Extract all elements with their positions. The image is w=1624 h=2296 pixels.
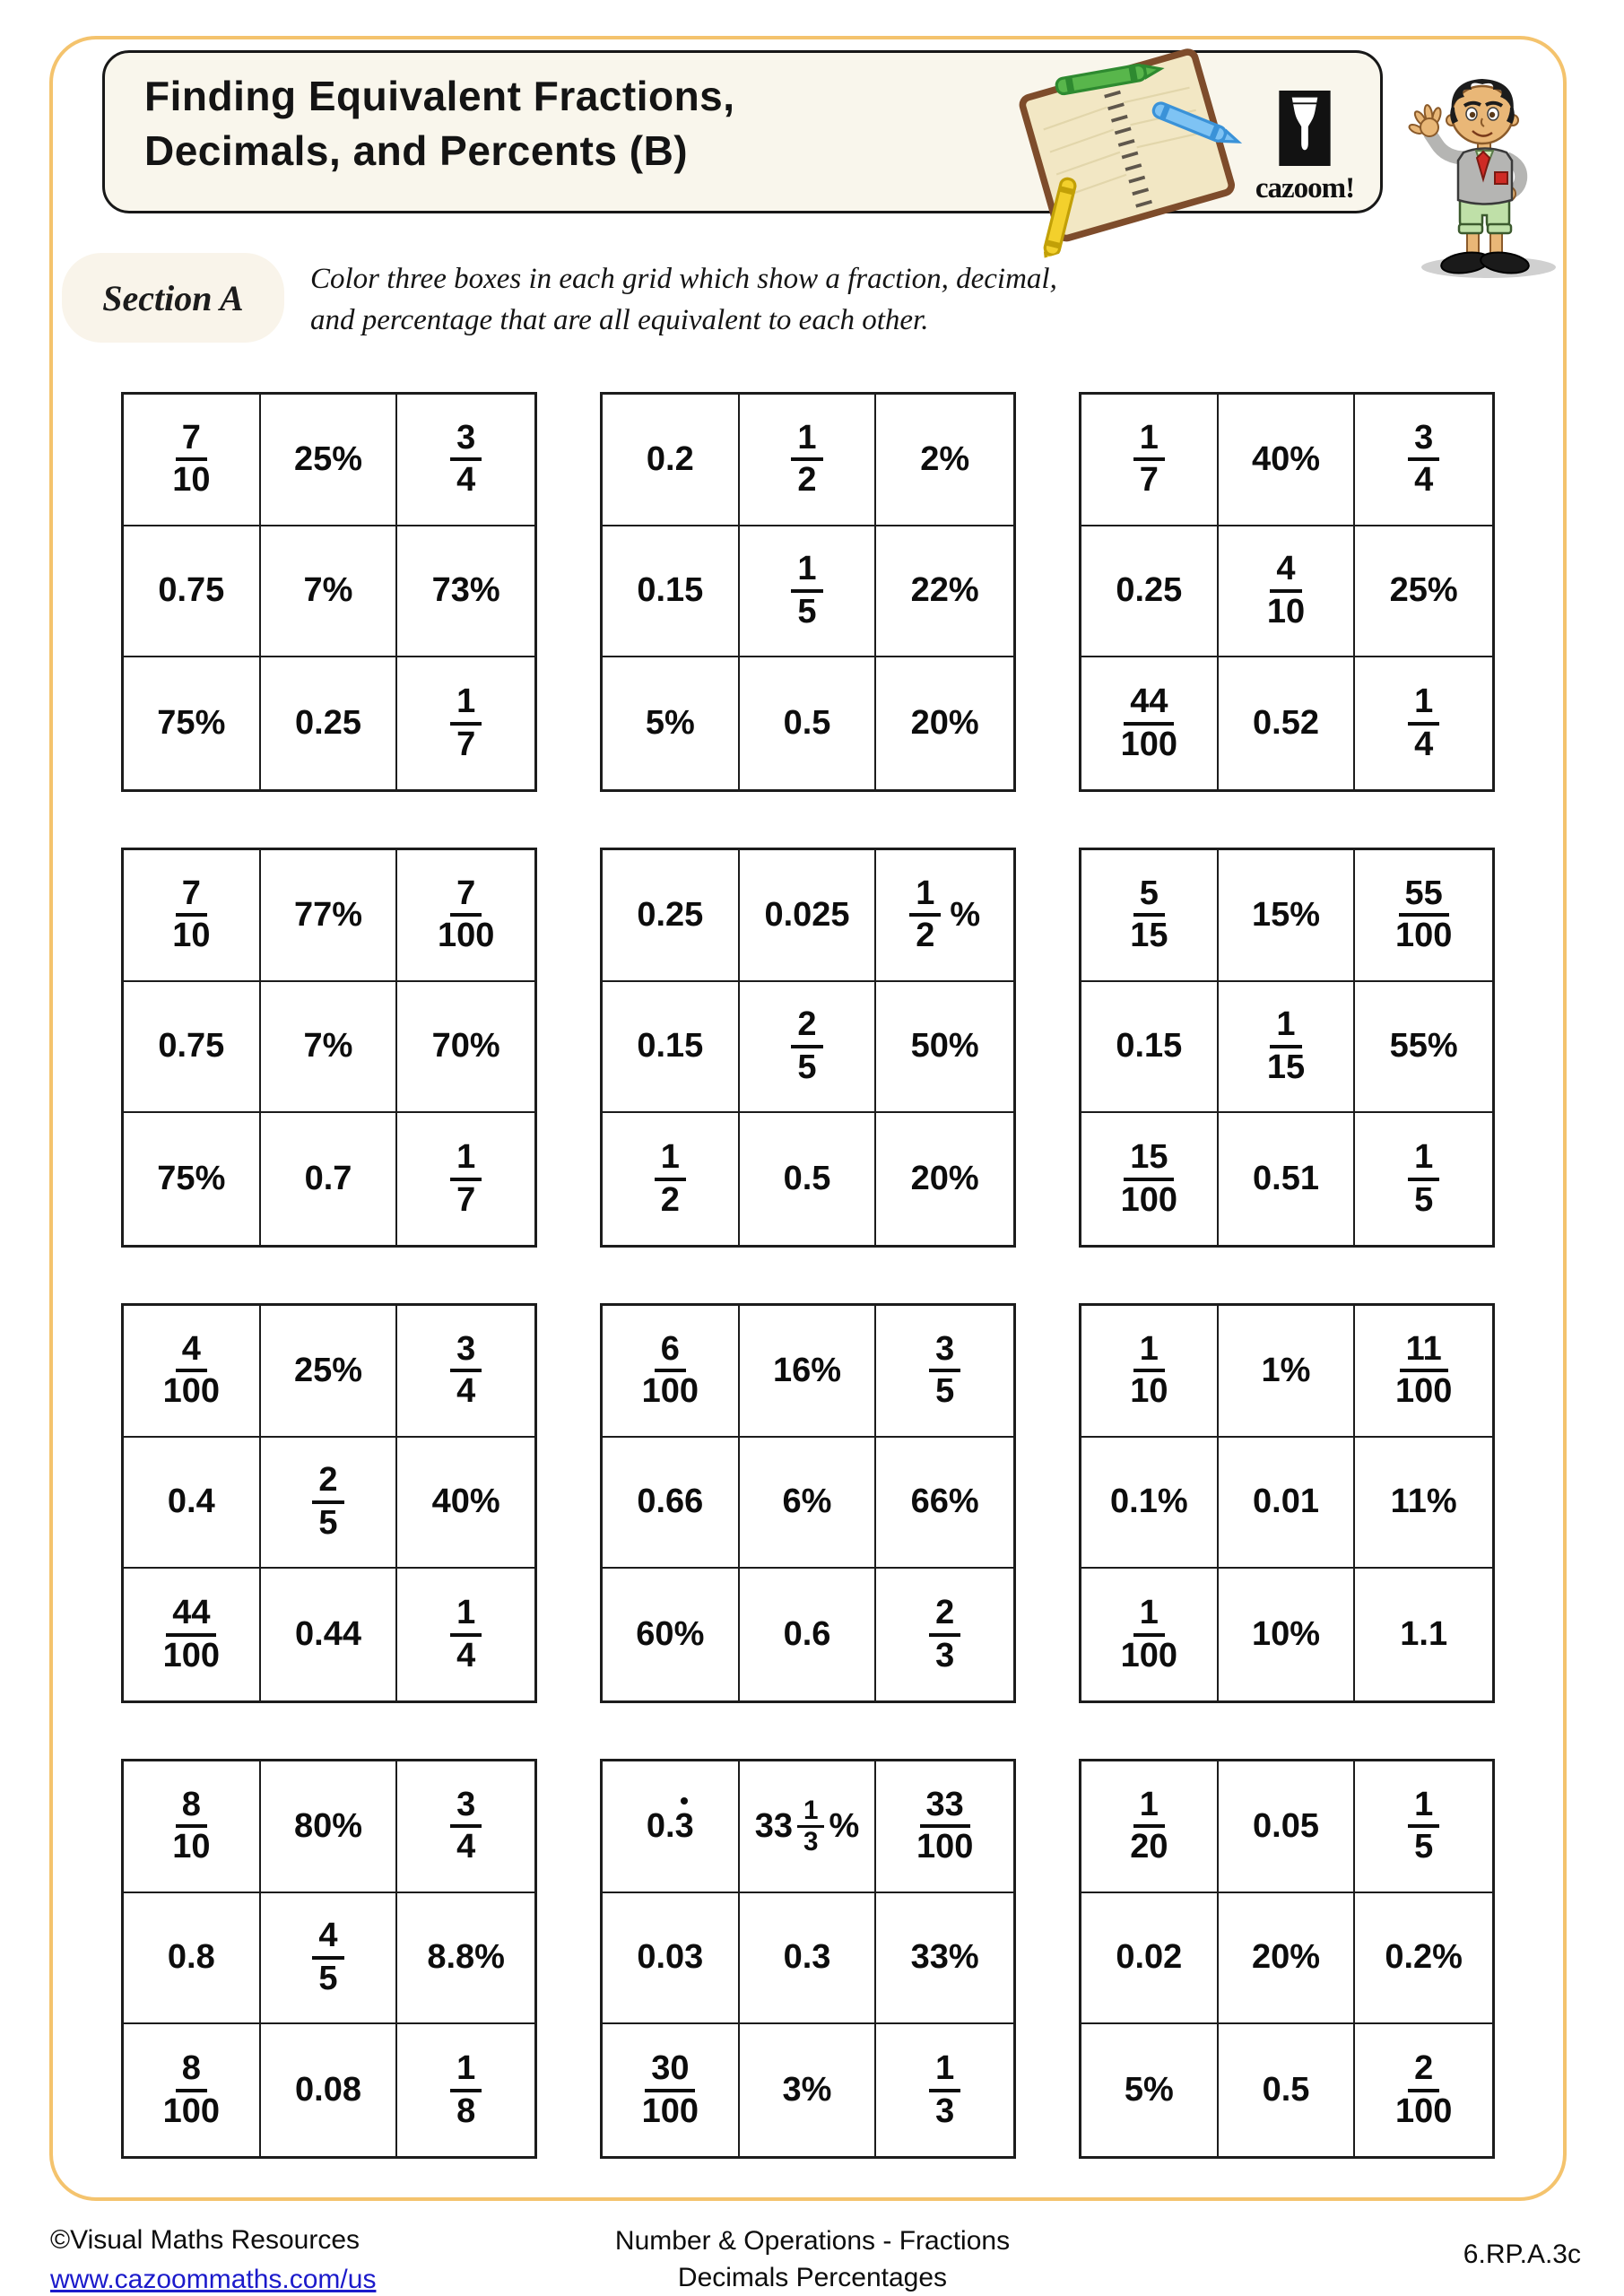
- fraction-value: $\frac{44}{100}$: [1120, 682, 1178, 763]
- cell-value: 20%: [910, 1160, 979, 1198]
- equivalence-grid-5: [600, 848, 1016, 1248]
- cell-value: 60%: [636, 1615, 705, 1654]
- grid-7-cell-r3c2[interactable]: [261, 1569, 398, 1700]
- cell-value: 25%: [293, 439, 363, 478]
- cell-value: 0.15: [637, 571, 704, 610]
- cell-value: 0.66: [637, 1483, 704, 1521]
- grid-5-cell-r1c3[interactable]: [876, 850, 1013, 982]
- cell-value: 8.8%: [427, 1938, 505, 1977]
- grid-3-cell-r2c1[interactable]: [1081, 526, 1219, 658]
- grid-12-cell-r2c1[interactable]: [1081, 1893, 1219, 2025]
- grid-6-cell-r2c3[interactable]: [1355, 982, 1492, 1114]
- fraction-value: $\frac{8}{100}$: [162, 2048, 221, 2130]
- grid-11-cell-r2c3[interactable]: [876, 1893, 1013, 2025]
- grid-1-cell-r3c3[interactable]: [397, 657, 534, 789]
- cell-value: 77%: [293, 895, 363, 934]
- grid-9-cell-r1c1[interactable]: [1081, 1306, 1219, 1438]
- grid-3-cell-r1c2[interactable]: [1219, 395, 1356, 526]
- fraction-value: $\frac{1}{100}$: [1120, 1593, 1178, 1674]
- cell-value: 16%: [772, 1351, 842, 1389]
- fraction-value: $\frac{4}{10}$: [1266, 550, 1306, 631]
- grid-3-cell-r2c2[interactable]: [1219, 526, 1356, 658]
- cell-value: 1%: [1261, 1351, 1311, 1389]
- grid-5-cell-r2c2[interactable]: [740, 982, 877, 1114]
- equivalence-grid-6: [1079, 848, 1495, 1248]
- cell-value: 0.75: [158, 571, 225, 610]
- grid-2-cell-r1c3[interactable]: [876, 395, 1013, 526]
- grid-2-cell-r3c3[interactable]: [876, 657, 1013, 789]
- grid-4-cell-r3c2[interactable]: [261, 1113, 398, 1245]
- equivalence-grid-8: [600, 1303, 1016, 1703]
- grid-8-cell-r1c1[interactable]: [603, 1306, 740, 1438]
- grid-3-cell-r1c3[interactable]: [1355, 395, 1492, 526]
- grid-1-cell-r1c2[interactable]: [261, 395, 398, 526]
- cell-value: 33%: [910, 1938, 979, 1977]
- grid-5-cell-r3c3[interactable]: [876, 1113, 1013, 1245]
- copyright-text: ©Visual Maths Resources: [50, 2225, 360, 2255]
- grid-2-cell-r2c1[interactable]: [603, 526, 740, 658]
- fraction-value: $\frac{1}{10}$: [1130, 1329, 1168, 1411]
- cell-value: 0.8: [167, 1938, 215, 1977]
- footer-topic-line2: Decimals Percentages: [677, 2262, 948, 2292]
- cell-value: 0.25: [295, 704, 361, 743]
- grid-11-cell-r3c1[interactable]: [603, 2024, 740, 2156]
- grid-9-cell-r3c3[interactable]: [1355, 1569, 1492, 1700]
- fraction-value: $\frac{55}{100}$: [1394, 874, 1453, 955]
- cell-value: 80%: [293, 1806, 363, 1845]
- grid-12-cell-r2c2[interactable]: [1219, 1893, 1356, 2025]
- grid-3-cell-r3c1[interactable]: [1081, 657, 1219, 789]
- grid-10-cell-r1c2[interactable]: [261, 1761, 398, 1893]
- grid-12-cell-r3c2[interactable]: [1219, 2024, 1356, 2156]
- grid-12-cell-r1c3[interactable]: [1355, 1761, 1492, 1893]
- fraction-value: $\frac{1}{2}$: [791, 419, 822, 500]
- fraction-value: $\frac{44}{100}$: [162, 1593, 221, 1674]
- fraction-value: $\frac{7}{100}$: [437, 874, 495, 955]
- grid-4-cell-r1c2[interactable]: [261, 850, 398, 982]
- fraction-value: $\frac{8}{10}$: [172, 1785, 211, 1866]
- grid-3-cell-r1c1[interactable]: [1081, 395, 1219, 526]
- cell-value: 0.15: [637, 1027, 704, 1065]
- equivalence-grid-1: [121, 392, 537, 792]
- grid-10-cell-r2c3[interactable]: [397, 1893, 534, 2025]
- fraction-value: $\frac{2}{100}$: [1394, 2048, 1453, 2130]
- instruction-line1: Color three boxes in each grid which show a fraction, decimal,: [310, 263, 1057, 295]
- cell-value: 3%: [782, 2071, 832, 2109]
- equivalence-grid-9: [1079, 1303, 1495, 1703]
- fraction-value: $\frac{1}{2}$: [655, 1138, 686, 1220]
- website-link[interactable]: www.cazoommaths.com/us: [50, 2264, 377, 2294]
- cell-value: 0.2%: [1385, 1938, 1463, 1977]
- grid-8-cell-r2c2[interactable]: [740, 1438, 877, 1570]
- grid-10-cell-r1c3[interactable]: [397, 1761, 534, 1893]
- equivalence-grid-2: [600, 392, 1016, 792]
- grid-11-cell-r1c2[interactable]: [740, 1761, 877, 1893]
- cell-value: 2%: [920, 439, 970, 478]
- grid-8-cell-r2c3[interactable]: [876, 1438, 1013, 1570]
- grid-12-cell-r1c2[interactable]: [1219, 1761, 1356, 1893]
- cell-value: 0.15: [1116, 1027, 1183, 1065]
- grid-6-cell-r2c1[interactable]: [1081, 982, 1219, 1114]
- grid-9-cell-r3c2[interactable]: [1219, 1569, 1356, 1700]
- fraction-value: $\frac{1}{15}$: [1266, 1005, 1306, 1086]
- fraction-value: $\frac{3}{4}$: [450, 419, 482, 500]
- grid-9-cell-r2c2[interactable]: [1219, 1438, 1356, 1570]
- fraction-value: $\frac{1}{20}$: [1130, 1785, 1168, 1866]
- grid-8-cell-r3c1[interactable]: [603, 1569, 740, 1700]
- grid-2-cell-r2c3[interactable]: [876, 526, 1013, 658]
- cell-value: 5%: [645, 704, 695, 743]
- grid-1-cell-r3c1[interactable]: [124, 657, 261, 789]
- cell-value: 0.08: [295, 2071, 361, 2109]
- fraction-value: $\frac{1}{3}$: [797, 1796, 824, 1857]
- grid-2-cell-r1c1[interactable]: [603, 395, 740, 526]
- fraction-value: $\frac{33}{100}$: [916, 1785, 974, 1866]
- grid-6-cell-r1c3[interactable]: [1355, 850, 1492, 982]
- fraction-value: $\frac{1}{8}$: [450, 2049, 482, 2131]
- grid-6-cell-r1c2[interactable]: [1219, 850, 1356, 982]
- cell-value: 0.2: [646, 439, 694, 478]
- fraction-value: $\frac{1}{3}$: [929, 2049, 960, 2131]
- cell-value: 0.7: [304, 1160, 352, 1198]
- cell-value: 66%: [910, 1483, 979, 1521]
- page-title-line1: Finding Equivalent Fractions,: [144, 73, 735, 119]
- grid-1-cell-r2c3[interactable]: [397, 526, 534, 658]
- section-a-pill: [62, 253, 284, 343]
- grid-1-cell-r3c2[interactable]: [261, 657, 398, 789]
- fraction-value: $\frac{3}{4}$: [1408, 419, 1439, 500]
- footer-center: [454, 2223, 1171, 2296]
- grid-6-cell-r3c2[interactable]: [1219, 1113, 1356, 1245]
- grid-5-cell-r1c1[interactable]: [603, 850, 740, 982]
- cell-value: 0.025: [764, 895, 850, 934]
- grid-8-cell-r2c1[interactable]: [603, 1438, 740, 1570]
- cazoom-drum-logo-icon: [1242, 91, 1368, 205]
- cazoom-logo-text: cazoom!: [1255, 172, 1355, 204]
- fraction-value: $\frac{4}{5}$: [312, 1917, 343, 1998]
- grid-7-cell-r1c2[interactable]: [261, 1306, 398, 1438]
- page-title: [144, 69, 735, 178]
- grid-7-cell-r3c3[interactable]: [397, 1569, 534, 1700]
- fraction-value: $\frac{5}{15}$: [1130, 874, 1168, 955]
- boy-mascot-illustration: [1388, 66, 1576, 282]
- cell-value: 0.01: [1253, 1483, 1319, 1521]
- grid-8-cell-r1c3[interactable]: [876, 1306, 1013, 1438]
- cell-value: 75%: [157, 1160, 226, 1198]
- fraction-value: $\frac{2}{5}$: [791, 1005, 822, 1087]
- cell-value: 25%: [293, 1351, 363, 1389]
- fraction-value: $\frac{1}{4}$: [450, 1594, 482, 1675]
- fraction-value: $\frac{7}{10}$: [172, 874, 211, 955]
- grid-11-cell-r3c2[interactable]: [740, 2024, 877, 2156]
- grid-1-cell-r1c3[interactable]: [397, 395, 534, 526]
- grid-1-cell-r2c1[interactable]: [124, 526, 261, 658]
- fraction-value: $\frac{1}{7}$: [450, 683, 482, 764]
- grid-12-cell-r3c3[interactable]: [1355, 2024, 1492, 2156]
- grid-10-cell-r1c1[interactable]: [124, 1761, 261, 1893]
- recurring-decimal-value: 0. 3: [647, 1807, 694, 1846]
- grid-6-cell-r2c2[interactable]: [1219, 982, 1356, 1114]
- grid-10-cell-r3c1[interactable]: [124, 2024, 261, 2156]
- grid-8-cell-r3c2[interactable]: [740, 1569, 877, 1700]
- grid-11-cell-r3c3[interactable]: [876, 2024, 1013, 2156]
- equivalence-grid-10: [121, 1759, 537, 2159]
- cell-value: 25%: [1389, 571, 1458, 610]
- grid-1-cell-r1c1[interactable]: [124, 395, 261, 526]
- cell-value: 1.1: [1400, 1615, 1448, 1654]
- grid-5-cell-r2c1[interactable]: [603, 982, 740, 1114]
- fraction-value: $\frac{1}{7}$: [1133, 419, 1165, 500]
- grid-9-cell-r3c1[interactable]: [1081, 1569, 1219, 1700]
- cell-value: 0.6: [783, 1615, 831, 1654]
- instruction-text: [310, 258, 1057, 341]
- fraction-value: $\frac{1}{5}$: [1408, 1138, 1439, 1220]
- cell-value: 7%: [303, 571, 353, 610]
- grid-5-cell-r1c2[interactable]: [740, 850, 877, 982]
- grid-4-cell-r2c1[interactable]: [124, 982, 261, 1114]
- grid-1-cell-r2c2[interactable]: [261, 526, 398, 658]
- grid-2-cell-r1c2[interactable]: [740, 395, 877, 526]
- grid-9-cell-r1c3[interactable]: [1355, 1306, 1492, 1438]
- fraction-value: $\frac{2}{5}$: [312, 1461, 343, 1543]
- cell-value: 20%: [1251, 1938, 1321, 1977]
- grid-2-cell-r2c2[interactable]: [740, 526, 877, 658]
- cell-value: 0.5: [1262, 2071, 1310, 2109]
- grid-6-cell-r3c3[interactable]: [1355, 1113, 1492, 1245]
- cell-value: 73%: [431, 571, 500, 610]
- fraction-value: $\frac{1}{5}$: [791, 550, 822, 631]
- fraction-value: $\frac{2}{3}$: [929, 1594, 960, 1675]
- footer-topic-line1: Number & Operations - Fractions: [614, 2226, 1011, 2256]
- grid-10-cell-r3c2[interactable]: [261, 2024, 398, 2156]
- footer-left: [50, 2223, 376, 2296]
- fraction-value: $\frac{1}{4}$: [1408, 683, 1439, 764]
- cell-value: 0.03: [637, 1938, 704, 1977]
- grid-4-cell-r1c3[interactable]: [397, 850, 534, 982]
- fraction-value: $\frac{3}{5}$: [929, 1330, 960, 1412]
- grid-6-cell-r1c1[interactable]: [1081, 850, 1219, 982]
- equivalence-grid-3: [1079, 392, 1495, 792]
- fraction-value: $\frac{3}{4}$: [450, 1330, 482, 1412]
- fraction-value: $\frac{15}{100}$: [1120, 1137, 1178, 1219]
- fraction-value: $\frac{1}{2}$: [909, 874, 941, 956]
- grid-11-cell-r2c2[interactable]: [740, 1893, 877, 2025]
- grid-5-cell-r3c1[interactable]: [603, 1113, 740, 1245]
- cell-value: 22%: [910, 571, 979, 610]
- grid-4-cell-r3c1[interactable]: [124, 1113, 261, 1245]
- cell-value: 55%: [1389, 1027, 1458, 1065]
- cell-value: 40%: [431, 1483, 500, 1521]
- fraction-value: $\frac{1}{7}$: [450, 1138, 482, 1220]
- equivalence-grid-7: [121, 1303, 537, 1703]
- fraction-percent-value: $\frac{1}{2}$ %: [909, 874, 980, 956]
- grid-7-cell-r1c3[interactable]: [397, 1306, 534, 1438]
- grid-5-cell-r3c2[interactable]: [740, 1113, 877, 1245]
- grid-7-cell-r2c2[interactable]: [261, 1438, 398, 1570]
- grid-7-cell-r2c1[interactable]: [124, 1438, 261, 1570]
- grid-3-cell-r3c2[interactable]: [1219, 657, 1356, 789]
- fraction-value: $\frac{7}{10}$: [172, 418, 211, 500]
- grid-6-cell-r3c1[interactable]: [1081, 1113, 1219, 1245]
- fraction-value: $\frac{11}{100}$: [1394, 1329, 1453, 1411]
- grid-12-cell-r3c1[interactable]: [1081, 2024, 1219, 2156]
- cell-value: 75%: [157, 704, 226, 743]
- grid-4-cell-r3c3[interactable]: [397, 1113, 534, 1245]
- cell-value: 10%: [1251, 1615, 1321, 1654]
- grids: [121, 392, 1495, 2159]
- grid-2-cell-r3c2[interactable]: [740, 657, 877, 789]
- cell-value: 0.02: [1116, 1938, 1183, 1977]
- fraction-value: $\frac{4}{100}$: [162, 1329, 221, 1411]
- cell-value: 0.1%: [1110, 1483, 1188, 1521]
- cell-value: 11%: [1390, 1483, 1457, 1521]
- grid-2-cell-r3c1[interactable]: [603, 657, 740, 789]
- cell-value: 0.52: [1253, 704, 1319, 743]
- fraction-value: $\frac{30}{100}$: [641, 2048, 699, 2130]
- cell-value: 5%: [1124, 2071, 1174, 2109]
- page-title-line2: Decimals, and Percents (B): [144, 126, 689, 174]
- grid-7-cell-r2c3[interactable]: [397, 1438, 534, 1570]
- grid-4-cell-r1c1[interactable]: [124, 850, 261, 982]
- cell-value: 0.25: [1116, 571, 1183, 610]
- grid-9-cell-r2c3[interactable]: [1355, 1438, 1492, 1570]
- cell-value: 6%: [782, 1483, 832, 1521]
- grid-10-cell-r2c1[interactable]: [124, 1893, 261, 2025]
- grid-5-cell-r2c3[interactable]: [876, 982, 1013, 1114]
- equivalence-grid-12: [1079, 1759, 1495, 2159]
- grid-7-cell-r1c1[interactable]: [124, 1306, 261, 1438]
- recurring-dot: [681, 1797, 688, 1805]
- grid-4-cell-r2c3[interactable]: [397, 982, 534, 1114]
- grid-9-cell-r1c2[interactable]: [1219, 1306, 1356, 1438]
- section-a-label: Section A: [102, 277, 244, 318]
- cell-value: 20%: [910, 704, 979, 743]
- mixed-number-percent-value: 33 $\frac{1}{3}$ %: [754, 1795, 860, 1857]
- grid-9-cell-r2c1[interactable]: [1081, 1438, 1219, 1570]
- grid-11-cell-r1c3[interactable]: [876, 1761, 1013, 1893]
- fraction-value: $\frac{3}{4}$: [450, 1786, 482, 1867]
- cell-value: 0.05: [1253, 1806, 1319, 1845]
- grid-12-cell-r2c3[interactable]: [1355, 1893, 1492, 2025]
- cell-value: 50%: [910, 1027, 979, 1065]
- cell-value: 70%: [431, 1027, 500, 1065]
- grid-3-cell-r3c3[interactable]: [1355, 657, 1492, 789]
- grid-8-cell-r1c2[interactable]: [740, 1306, 877, 1438]
- grid-12-cell-r1c1[interactable]: [1081, 1761, 1219, 1893]
- cell-value: 0.25: [637, 895, 704, 934]
- cell-value: 40%: [1251, 439, 1321, 478]
- cell-value: 0.75: [158, 1027, 225, 1065]
- cell-value: 0.51: [1253, 1160, 1319, 1198]
- cell-value: 7%: [303, 1027, 353, 1065]
- cell-value: 15%: [1251, 895, 1321, 934]
- grid-3-cell-r2c3[interactable]: [1355, 526, 1492, 658]
- standard-code: 6.RP.A.3c: [1463, 2239, 1581, 2269]
- fraction-value: $\frac{6}{100}$: [641, 1329, 699, 1411]
- grid-11-cell-r1c1[interactable]: [603, 1761, 740, 1893]
- equivalence-grid-11: [600, 1759, 1016, 2159]
- grid-4-cell-r2c2[interactable]: [261, 982, 398, 1114]
- equivalence-grid-4: [121, 848, 537, 1248]
- grid-7-cell-r3c1[interactable]: [124, 1569, 261, 1700]
- grid-10-cell-r3c3[interactable]: [397, 2024, 534, 2156]
- cell-value: 0.3: [783, 1938, 831, 1977]
- grid-8-cell-r3c3[interactable]: [876, 1569, 1013, 1700]
- fraction-value: $\frac{1}{5}$: [1408, 1786, 1439, 1867]
- cell-value: 0.44: [295, 1615, 361, 1654]
- header-box: [102, 50, 1383, 213]
- grid-10-cell-r2c2[interactable]: [261, 1893, 398, 2025]
- cell-value: 0.5: [783, 1160, 831, 1198]
- cell-value: 0.4: [167, 1483, 215, 1521]
- cell-value: 0.5: [783, 704, 831, 743]
- instruction-line2: and percentage that are all equivalent to each other.: [310, 304, 929, 337]
- grid-11-cell-r2c1[interactable]: [603, 1893, 740, 2025]
